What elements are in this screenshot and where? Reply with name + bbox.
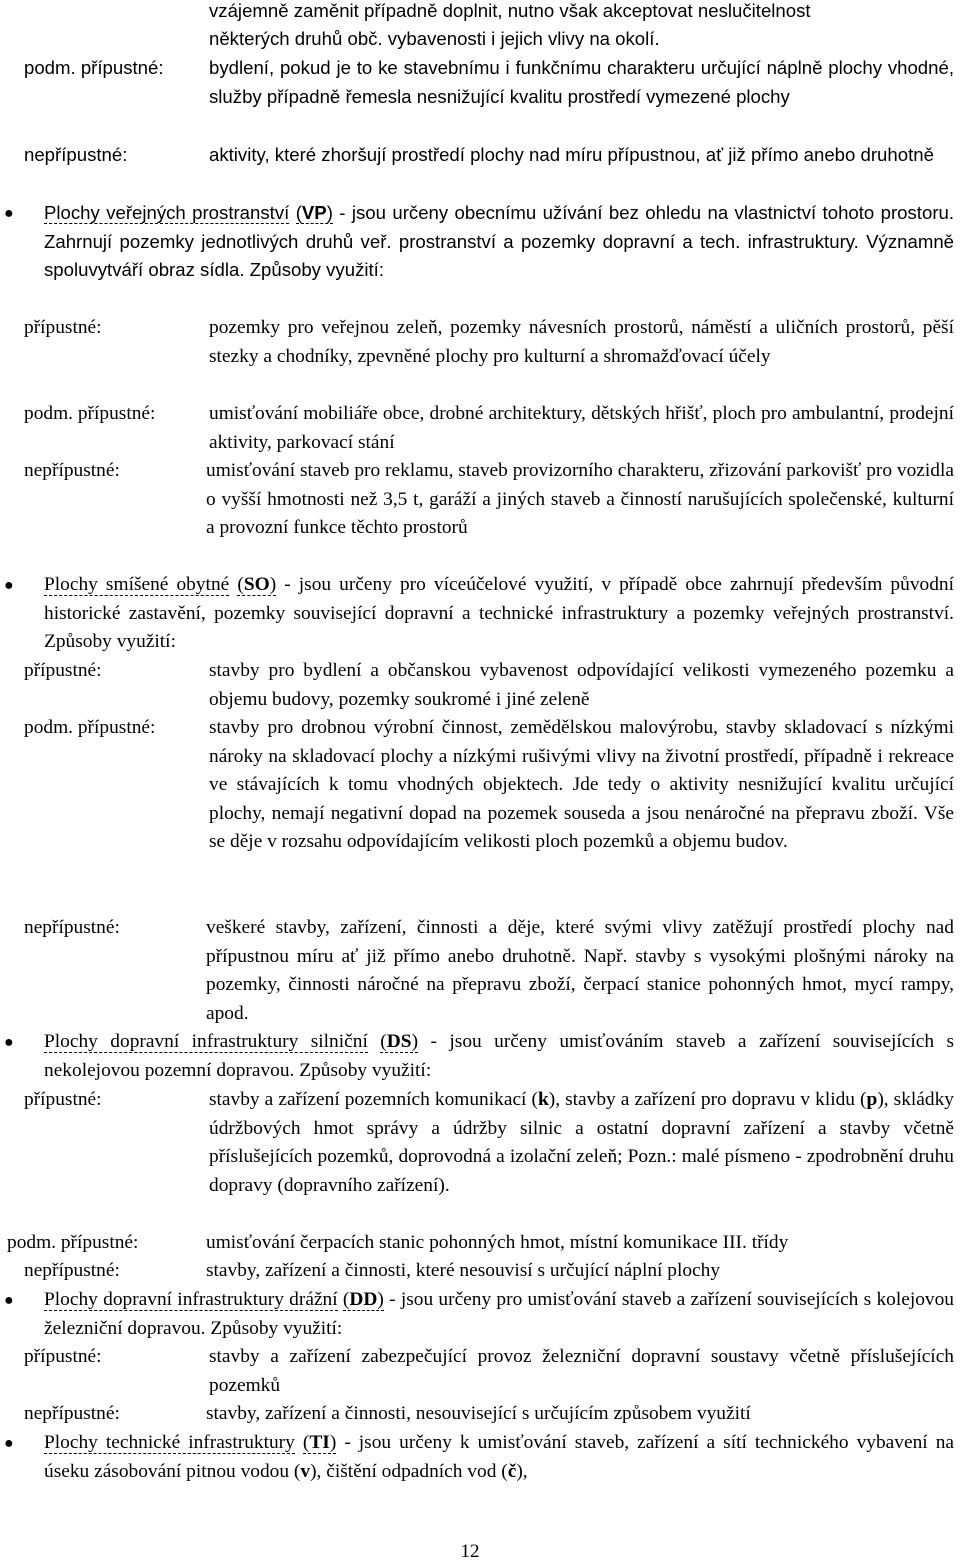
section-so-intro: Plochy smíšené obytné (SO) - jsou určeny pro víceúčelové využití, v případě obce zahrnují především původní historické zastavění, pozemky související dopravní a technické infrastruktury a pozemky veřejných prostranství. Způsoby využití: bbox=[44, 574, 954, 653]
section-title: Plochy technické infrastruktury bbox=[44, 1432, 295, 1453]
row-text: stavby a zařízení pozemních komunikací (k), stavby a zařízení pro dopravu v klidu (p), skládky údržbových hmot správy a údržby silnic a ostatní dopravní zařízení a stavby včetně příslušejících pozemků, doprovodná a izolační zeleň; Pozn.: malé písmeno - zpodrobnění druhu dopravy (dopravního zařízení). bbox=[209, 1089, 954, 1196]
section-code: DS bbox=[386, 1031, 412, 1052]
section-ds-intro: Plochy dopravní infrastruktury silniční (DS) - jsou určeny umisťováním staveb a zařízení souvisejících s nekolejovou pozemní dopravou. Způsoby využití: bbox=[44, 1031, 954, 1081]
section-title: Plochy dopravní infrastruktury drážní bbox=[44, 1289, 338, 1310]
row-text: umisťování staveb pro reklamu, staveb provizorního charakteru, zřizování parkovišť pro vozidla o vyšší hmotnosti než 3,5 t, garáží a jiných staveb a činností narušujících společenské, kulturní a provozní funkce těchto prostorů bbox=[206, 460, 954, 539]
section-intro: - jsou určeny pro umisťování staveb a zařízení souvisejících s kolejovou železniční dopravou. Způsoby využití: bbox=[44, 1289, 954, 1339]
row-text: bydlení, pokud je to ke stavebnímu i funkčnímu charakteru určující náplně plochy vhodné, služby případně řemesla nesnižující kvalitu prostředí vymezené plochy bbox=[209, 57, 954, 107]
section-intro: - jsou určeny pro víceúčelové využití, v případě obce zahrnují především původní historické zastavění, pozemky související dopravní a technické infrastruktury a pozemky veřejných prostranství. Způsoby využití: bbox=[44, 574, 954, 653]
row-text: stavby, zařízení a činnosti, nesouvisející s určujícím způsobem využití bbox=[206, 1403, 751, 1424]
section-code: SO bbox=[243, 574, 270, 595]
bullet-icon: ● bbox=[4, 1034, 14, 1051]
row-label: přípustné: bbox=[24, 1089, 102, 1110]
section-title: Plochy dopravní infrastruktury silniční bbox=[44, 1031, 368, 1052]
row-text: umisťování čerpacích stanic pohonných hmot, místní komunikace III. třídy bbox=[206, 1232, 789, 1253]
row-label: nepřípustné: bbox=[24, 460, 120, 481]
row-label: nepřípustné: bbox=[24, 1403, 120, 1424]
row-text: stavby, zařízení a činnosti, které nesouvisí s určující náplní plochy bbox=[206, 1260, 721, 1281]
section-ti-intro: Plochy technické infrastruktury (TI) - jsou určeny k umisťování staveb, zařízení a sítí technického vybavení na úseku zásobování pitnou vodou (v), čištění odpadních vod (č), bbox=[44, 1432, 954, 1482]
section-code: TI bbox=[309, 1432, 330, 1453]
continuation-line-2: některých druhů obč. vybavenosti i jejich vlivy na okolí. bbox=[209, 28, 660, 49]
section-code: DD bbox=[349, 1289, 378, 1310]
section-title: Plochy veřejných prostranství bbox=[44, 202, 290, 223]
section-dd-intro: Plochy dopravní infrastruktury drážní (DD) - jsou určeny pro umisťování staveb a zařízení souvisejících s kolejovou železniční dopravou. Způsoby využití: bbox=[44, 1289, 954, 1339]
page-number: 12 bbox=[460, 1541, 480, 1562]
bullet-icon: ● bbox=[4, 205, 14, 222]
continuation-line-1: vzájemně zaměnit případně doplnit, nutno však akceptovat neslučitelnost bbox=[209, 0, 811, 21]
section-title: Plochy smíšené obytné bbox=[44, 574, 230, 595]
section-code: VP bbox=[301, 202, 327, 223]
code-p: p bbox=[866, 1089, 878, 1110]
row-text: umisťování mobiliáře obce, drobné architektury, dětských hřišť, ploch pro ambulantní, prodejní aktivity, parkovací stání bbox=[209, 403, 954, 453]
bullet-icon: ● bbox=[4, 1435, 14, 1452]
section-intro: - jsou určeny obecnímu užívání bez ohledu na vlastnictví tohoto prostoru. Zahrnují pozemky jednotlivých druhů veř. prostranství a pozemky dopravní a tech. infrastruktury. Významně spoluvytváří obraz sídla. Způsoby využití: bbox=[44, 202, 955, 281]
row-label: nepřípustné: bbox=[24, 1260, 120, 1281]
code-c: č bbox=[507, 1460, 517, 1482]
row-label: podm. přípustné: bbox=[24, 717, 156, 738]
row-label: přípustné: bbox=[24, 1346, 102, 1367]
row-label: nepřípustné: bbox=[24, 144, 128, 165]
code-k: k bbox=[537, 1089, 549, 1110]
section-intro: - jsou určeny umisťováním staveb a zařízení souvisejících s nekolejovou pozemní dopravou. Způsoby využití: bbox=[44, 1031, 954, 1081]
row-label: podm. přípustné: bbox=[24, 57, 164, 78]
row-text: stavby pro drobnou výrobní činnost, zemědělskou malovýrobu, stavby skladovací s nízkými nároky na skladovací plochy a nízkými rušivými vlivy na životní prostředí, případně i rekreace ve stávajících k tomu vhodných objektech. Jde tedy o aktivity nesnižující kvalitu určující plochy, nemají negativní dopad na pozemek souseda a jsou nenáročné na přepravu zboží. Vše se děje v rozsahu odpovídajícím velikosti ploch pozemků a objemu budov. bbox=[209, 717, 954, 853]
row-text: stavby pro bydlení a občanskou vybavenost odpovídající velikosti vymezeného pozemku a objemu budovy, pozemky soukromé i jiné zeleně bbox=[209, 660, 954, 710]
row-label: podm. přípustné: bbox=[7, 1232, 139, 1253]
row-label: přípustné: bbox=[24, 317, 102, 338]
row-text: pozemky pro veřejnou zeleň, pozemky návesních prostorů, náměstí a uličních prostorů, pěší stezky a chodníky, zpevněné plochy pro kulturní a shromažďovací účely bbox=[209, 317, 954, 367]
section-vp-intro: Plochy veřejných prostranství (VP) - jsou určeny obecnímu užívání bez ohledu na vlastnictví tohoto prostoru. Zahrnují pozemky jednotlivých druhů veř. prostranství a pozemky dopravní a tech. infrastruktury. Významně spoluvytváří obraz sídla. Způsoby využití: bbox=[44, 202, 955, 281]
bullet-icon: ● bbox=[4, 1292, 14, 1309]
bullet-icon: ● bbox=[4, 577, 14, 594]
row-text: veškeré stavby, zařízení, činnosti a děje, které svými vlivy zatěžují prostředí plochy nad přípustnou míru ať již přímo anebo druhotně. Např. stavby s vysokými plošnými nároky na pozemky, činnosti náročné na přepravu zboží, čerpací stanice pohonných hmot, mycí rampy, apod. bbox=[206, 917, 954, 1024]
row-label: podm. přípustné: bbox=[24, 403, 156, 424]
code-v: v bbox=[300, 1460, 311, 1482]
row-label: přípustné: bbox=[24, 660, 102, 681]
row-label: nepřípustné: bbox=[24, 917, 120, 938]
row-text: aktivity, které zhoršují prostředí plochy nad míru přípustnou, ať již přímo anebo druhotně bbox=[209, 144, 934, 165]
row-text: stavby a zařízení zabezpečující provoz železniční dopravní soustavy včetně příslušejících pozemků bbox=[209, 1346, 954, 1396]
